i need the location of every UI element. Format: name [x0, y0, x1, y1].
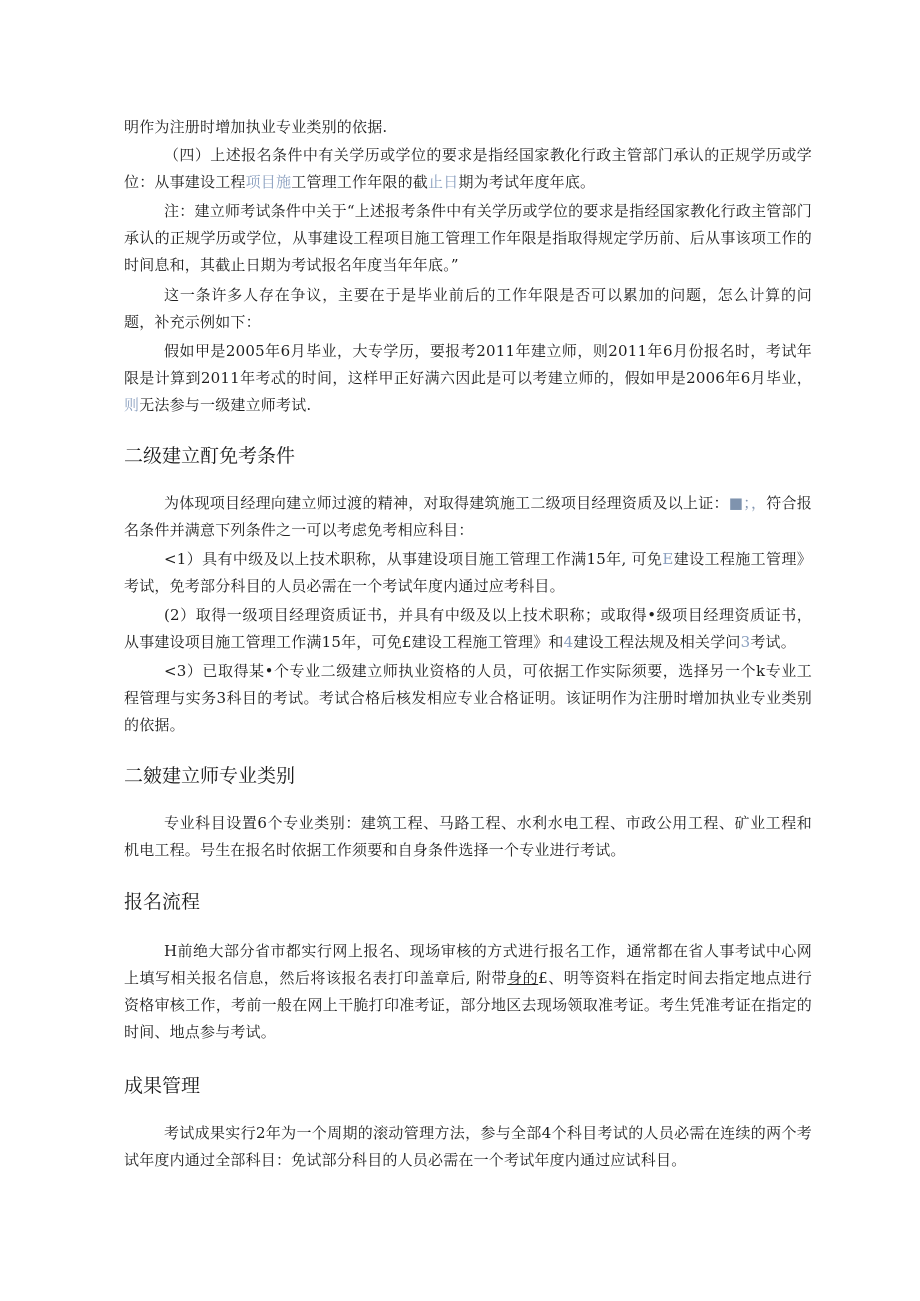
- paragraph-text: H前绝大部分省市都实行网上报名、现场审核的方式进行报名工作，通常都在省人事考试中心网上填写相关报名信息，然后将该报名表打印盖章后, 附带: [124, 942, 812, 987]
- paragraph-dispute: [124, 282, 812, 336]
- section-heading-registration: 报名流程: [124, 891, 201, 913]
- paragraph-text: 考试成果实行2年为一个周期的滚动管理方法，参与全部4个科目考试的人员必需在连续的两个考试年度内通过全部科目：免试部分科目的人员必需在一个考试年度内通过应试科目。: [124, 1124, 812, 1169]
- paragraph-example: [124, 338, 812, 419]
- faded-text: E: [662, 550, 674, 568]
- paragraph-text: £、明等资料在指定时间去指定地点进行资格审核工作，考前一般在网上干脆打印准考证，部分地区去现场领取准考证。考生凭准考证在指定的时间、地点参与考试。: [124, 969, 812, 1041]
- section-heading-results: 成果管理: [124, 1075, 201, 1097]
- section-heading-exemption: 二级建立酊免考条件: [124, 445, 296, 467]
- underlined-text: 身的: [507, 969, 539, 987]
- paragraph-text: （四）上述报名条件中有关学历或学位的要求是指经国家教化行政主管部门承认的正规学历或学位：从事建设工程: [124, 146, 812, 191]
- paragraph-specialties: [124, 810, 812, 864]
- paragraph-text: 建设工程施工管理》考试，免考部分科目的人员必需在一个考试年度内通过应考科目。: [124, 550, 812, 595]
- section-heading-specialties: 二皴建立师专业类别: [124, 765, 296, 787]
- list-item-exemption-3: [124, 658, 812, 739]
- paragraph-text: 这一条许多人存在争议，主要在于是毕业前后的工作年限是否可以累加的问题，怎么计算的问题，补充示例如下：: [124, 286, 812, 331]
- paragraph-text: 专业科目设置6个专业类别：建筑工程、马路工程、水利水电工程、市政公用工程、矿业工程和机电工程。号生在报名时依据工作须要和自身条件选择一个专业进行考试。: [124, 814, 812, 859]
- paragraph-text: 符合报名条件并满意下列条件之一可以考虑免考相应科目：: [124, 494, 812, 539]
- paragraph-text: 工管理工作年限的截: [291, 173, 429, 191]
- faded-text: 则: [124, 396, 140, 414]
- paragraph-text: <3）已取得某•个专业二级建立师执业资格的人员，可依据工作实际须要，选择另一个k专业工程管理与实务3科目的考试。考试合格后核发相应专业合格证明。该证明作为注册时增加执业专业类别的依据。: [124, 662, 812, 734]
- paragraph-text: (2）取得一级项目经理资质证书，并具有中级及以上技术职称；或取得•级项目经理资质证书，从事建设项目施工管理工作满15年，可免£建设工程施工管理》和: [124, 606, 812, 651]
- paragraph-text: <1）具有中级及以上技术职称，从事建设项目施工管理工作满15年, 可免: [164, 550, 663, 568]
- paragraph-exemption-intro: [124, 490, 812, 544]
- list-item-exemption-1: [124, 546, 812, 600]
- paragraph-continuation: [124, 114, 812, 141]
- paragraph-text: 建设工程法规及相关学问: [573, 633, 741, 651]
- faded-text: 止日: [428, 173, 459, 191]
- paragraph-text: 为体现项目经理向建立师过渡的精神，对取得建筑施工二级项目经理资质及以上证：: [164, 494, 729, 512]
- paragraph-text: 明作为注册时增加执业专业类别的依据.: [124, 118, 388, 136]
- paragraph-text: 考试。: [750, 633, 796, 651]
- paragraph-text: 注：建立师考试条件中关于“上述报考条件中有关学历或学位的要求是指经国家教化行政主管部门承认的正规学历或学位，从事建设工程项目施工管理工作年限是指取得规定学历前、后从事该项工作的时间息和，其截止日期为考试报名年度当年年底。”: [124, 202, 812, 274]
- faded-text: ■；，: [728, 494, 767, 512]
- paragraph-results: [124, 1120, 812, 1174]
- paragraph-text: 假如甲是2005年6月毕业，大专学历，要报考2011年建立师，则2011年6月份报名时，考试年限是计算到2011年考忒的时间，这样甲正好满六因此是可以考建立师的，假如甲是2006年6月毕业，: [124, 342, 812, 387]
- paragraph-registration: [124, 938, 812, 1046]
- paragraph-text: 无法参与一级建立师考试.: [139, 396, 312, 414]
- faded-text: 3: [740, 633, 751, 651]
- faded-text: 项目施: [245, 173, 292, 191]
- list-item-exemption-2: [124, 602, 812, 656]
- faded-text: 4: [563, 633, 574, 651]
- paragraph-text: 期为考试年度年底。: [458, 173, 596, 191]
- paragraph-note: [124, 198, 812, 279]
- paragraph-condition-4: [124, 142, 812, 196]
